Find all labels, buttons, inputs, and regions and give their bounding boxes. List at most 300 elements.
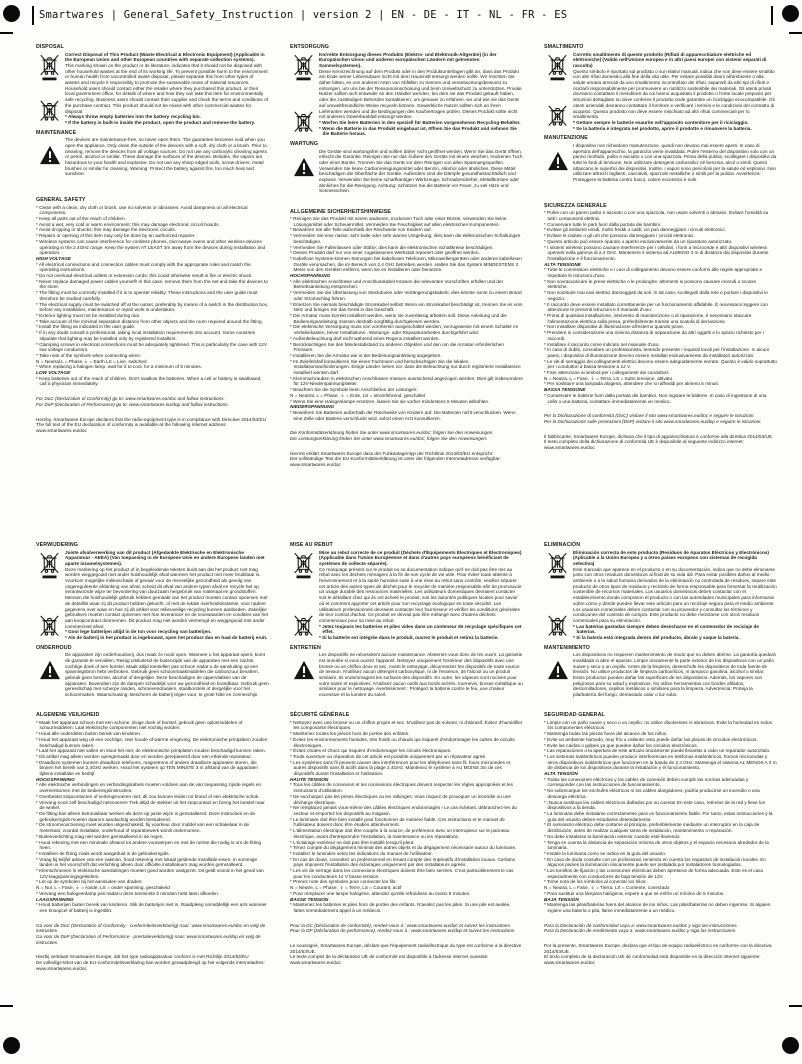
bullet-item: * Repairs or opening of this item may only be done by an authorized repairer. <box>36 233 196 239</box>
section-body <box>544 413 777 424</box>
paragraph: Die Leistungserklärung finden Sie unter www.smartwares.eu/doc; folgen Sie den Anweisungen. <box>290 436 488 442</box>
paragraph: LAAGSPANNING <box>36 896 74 902</box>
paragraph: Deze markering op het product of in begeleidende teksten duidt aan dat het product niet mag worden weggegooid met ander huishoudelijk afval wanneer het product niet meer bruikbaar is. Voorkom mogelijke milieuschade of gevaar voor de menselijke gezondheid als gevolg van ongereguleerde afdanking van afval, scheid dit afval van andere typen afval en recycle het op verantwoorde wijze ter bevordering van duurzaam hergebruik van materiaal en grondstoffen. Mensen die huishoudelijk gebruik hebben gemaakt van het product moeten contact opnemen met de detaillist waar zij dit product hebben gekocht, of met de lokale overheidsinstantie, voor nadere gegevens over waar en hoe zij dit artikel voor milieuveilige recycling kunnen aanbieden. Zakelijke gebruikers moeten contact opnemen met hun leverancier en de voorwaarden en condities van het aan koopcontract doornemen. Dit product mag niet worden vermengd en weggegooid met ander commercieel afval. <box>65 566 268 629</box>
document-columns <box>0 44 802 1044</box>
icon-gutter <box>37 653 62 705</box>
paragraph: For DoP (Declaration of Performance) go to: www.smartwares.eu/dop and follow instructions. <box>36 401 229 407</box>
column-1 <box>36 44 269 1034</box>
icon-gutter <box>545 144 570 196</box>
paragraph: HOCHSPANNUNG <box>290 273 331 279</box>
section-body <box>544 550 777 641</box>
paragraph: Per la Dichiarazione di conformità (DoC) visitare il sito www.smartwares.eu/doc e seguire le istruzioni. <box>544 413 755 419</box>
section-body <box>36 720 269 914</box>
section-continued <box>36 417 269 434</box>
bullet-item: * Wenn die Batterie in das Produkt eingebaut ist, öffnen Sie das Produkt und nehmen Sie die Batterie heraus. <box>319 125 517 137</box>
paragraph: Correct Disposal of This Product (Waste Electrical & Electronic Equipment) (Applicable in the European Union and other European countries with separate collection systems). <box>65 51 265 63</box>
paragraph: For DoC (Declaration of Conformity) go to: www.smartwares.eu/doc and follow instructions. <box>36 396 225 402</box>
section-body <box>290 149 523 205</box>
bullet-item: * Las baterías gastadas siempre deben desecharse en el contenedor de reciclaje de baterías. <box>573 623 760 635</box>
weee-bin-icon <box>39 98 60 123</box>
paragraph: Por la presente, Smartwares Europe, declara que el tipo de equipo radioeléctrico es conforme con la directiva 2014/53/UE. <box>544 943 772 954</box>
bullet-item: * Always throw empty batteries into the battery recycling bin. <box>65 114 201 120</box>
bullet-item: * Außenbeleuchtung darf nicht während eines Regens installiert werden. <box>290 335 440 341</box>
icon-gutter <box>37 551 62 638</box>
section-heading: ONDERHOUD <box>36 644 72 651</box>
section-heading: GENERAL SAFETY <box>36 197 86 204</box>
bullet-item: * Evite un ambiente húmedo, muy frío o caliente; esto puede dañar las placas de circuitos electrónicos. <box>544 736 758 742</box>
bullet-item: * Dit artikel mag alleen worden opengemaakt door en worden gerepareerd door een erkende reparateur. <box>36 753 253 759</box>
bullet-item: * Limpie con un paño suave y seco o un cepillo; no utilice disolventes ni abrasivos. Evite la humedad en todos los componentes eléctricos. <box>544 719 773 731</box>
paragraph: The devices are maintenance-free, so never open them. The guarantee becomes void when you open the appliance. Only clean the outside of the devices with a soft, dry cloth or a brush. Prior to cleaning, remove the devices from all voltage sources. Do not use any carboxylic cleaning agents or petrol, alcohol or similar. These damage the surfaces of the devices. Besides, the vapors are hazardous to your health and explosive. Do not use any sharp edged tools, screw drivers, metal brushes or similar for cleaning. Warning: Protect the battery against fire, too much heat and sunshine. <box>65 137 267 177</box>
section-allgemeine-sicherheitshinweise <box>290 209 523 422</box>
bullet-item: * Prendere in considerazione una minima distanza di separazione da altri oggetti e lo spazio richiesto per i raccordi. <box>544 330 764 341</box>
section-onderhoud <box>36 645 269 709</box>
bullet-item: * Mantenga las pilas/baterías fuera del alcance de los niños. Las pilas/baterías no deben ingerirse. Si alguien ingiere una batería o pila, llame inmediatamente a un médico. <box>544 902 771 913</box>
bullet-item: * La luminaria debe instalarse correctamente para un funcionamiento fiable. Por tanto, estas instrucciones y la guía del usuario deben estudiarse detenidamente. <box>544 811 773 822</box>
bullet-item: * Do not overload electrical outlets or extension cords; this could otherwise result in fire or electric shock. <box>36 273 253 279</box>
section-body <box>290 52 523 138</box>
paragraph: De apparaten zijn onderhoudsvrij, dus maak ze nooit open. Wanneer u het apparaat opent, komt de garantie te vervallen. Reinig uitsluitend de buitenzijde van de apparaten met een zachte, vochtige doek of een borstel. Maak altijd toestellen pas schoon nadat u de aansluiting op een spanningsbron hebt verbroken. Gebruik geen schoonmaakmiddelen die carbonzuur bevatten, gebruik geen benzine, alcohol of dergelijke. Deze beschadigen de oppervlakken van de apparaten. Bovendien zijn de dampen schadelijk voor uw gezondheid en brandbaar. Gebruik geen gereedschap met scherpe randen, schroevendraaiers, staalborstels of dergelijke voor het schoonmaken. Waarschuwing: Bescherm de batterij tegen vuur, te grote hitte en zonneschijn. <box>65 652 269 698</box>
bullet-item: * No debe instalarse la iluminación exterior cuando esté lloviendo. <box>544 833 681 839</box>
paragraph: Para la Declaración de rendimiento vaya a: www.smartwares.eu/doc y siga las instrucciones. <box>544 928 737 934</box>
paragraph: Der vollständige Text der EU-Konformitätserklärung ist unter der folgenden Internetadresse verfügbar: www.smartwares.eu/doc <box>290 456 501 468</box>
section-heading: ALGEMENE VEILIGHEID <box>36 712 100 719</box>
bullet-item: * Clean with a clean, dry cloth or brush, use no solvents or abrasives. Avoid dampness on all electrical components. <box>36 204 248 216</box>
bullet-item: * If in any doubt consult a professional, taking local installation requirements into account. Some countries stipulate that lighting may be installed only by registered installers. <box>36 330 256 341</box>
bullet-item: * Keep all parts out of the reach of children. <box>36 216 126 222</box>
bullet-item: * Vermeiden Sie eine nasse, sehr kalte oder sehr warme Umgebung; dies kann die elektronischen Schaltungen beschädigen. <box>290 233 521 244</box>
section-body <box>36 954 269 971</box>
crop-mark <box>771 6 773 25</box>
bullet-item: * Les systèmes sans fil peuvent causer des interférences pour les téléphones sans fil, fours microondes et autres dispositifs sans fil actifs dans la plage 2,4GHz. Maintenez le système à AU MOINS 3m de ces dispositifs durant l'installation et l'utilisation. <box>290 759 511 777</box>
section-heading: DISPOSAL <box>36 44 64 50</box>
bullet-item: * Conservare le batterie fuori dalla portata dei bambini. Non ingoiare le batterie. In caso di ingestione di una cella o una batteria, contattare immediatamente un medico. <box>544 392 767 404</box>
paragraph: N = Neutra, L = Fase, ⏚ = Tierra, LS = Corriente, conectado <box>544 885 670 891</box>
bullet-item: * When replacing a halogen lamp, wait for it to cool, for a minimum of 5 minutes. <box>36 364 202 370</box>
bullet-item: * Evite las caídas o golpes ya que pueden dañar los circuitos electrónicos. <box>544 742 698 748</box>
bullet-item: * Installieren Sie die Armatur wie in der Bedienungsanleitung angegeben. <box>290 352 442 358</box>
bullet-item: * El suministro eléctrico debe cortarse al principio, preferiblemente mediante un interruptor en la caja de distribución, antes de realizar cualquier tarea de instalación, mantenimiento o reparación. <box>544 822 760 834</box>
bullet-item: * Clamping screws in electrical connections must be adequately tightened. This is particularly the case with 12V low voltage conductors. <box>36 341 268 353</box>
section-heading: SMALTIMENTO <box>544 44 584 50</box>
paragraph: Die Konformitätserklärung finden Sie unter www.smartwares.eu/doc; folgen Sie den Anweisungen. <box>290 430 494 436</box>
bullet-item: * Ersetzen Sie niemals beschädigte Stromkabel selbst! Wenn ein Stromkabel beschädigt ist, trennen Sie es vom Netz und bringen Sie das Gerät in das Geschäft. <box>290 301 523 313</box>
bullet-item: * Prenez note des symboles pour connecter les fils: <box>290 879 397 885</box>
registration-mark-top-left <box>3 5 20 22</box>
language-block-fr <box>290 542 523 970</box>
paragraph: Diese Kennzeichnung auf dem Produkt oder in den Produktunterlagen gibt an, dass das Produkt am Ende seiner Lebensdauer nicht mit dem Hausmüll entsorgt werden sollte. Wir möchten Sie daher bitten, es von anderen Arten von Abfällen zu trennen und verantwortungsbewusst zu entsorgen, um uns bei der Ressourcenschonung und beim Umweltschutz zu unterstützen. Private Nutzer sollten sich entweder an den Händler wenden, bei dem sie das Produkt gekauft haben, oder die zuständigen Behörden kontaktieren, um genauer zu erfahren, wo und wie sie das Gerät auf umweltfreundliche Weise recyceln können. Gewerbliche Nutzer sollten sich an ihren Lieferanten wenden und die Bedingungen des Kaufvertrages prüfen. Dieses Produkt sollte nicht mit anderem Gewerbeabfall entsorgt werden. <box>319 68 522 120</box>
paragraph: Korrekte Entsorgung dieses Produkts (Elektro- und Elektronik-Altgeräte) (in der Europäischen Union und anderen europäischen Ländern mit getrennten Sammelsystemen). <box>319 51 497 68</box>
bullet-item: * Kabellose Systeme können Störungen bei kabellosen Telefonen, Mikrowellengeräten oder anderen kabellosen Geräte verursachen, die im Bereich von 2,4 GHz betrieben werden. Halten Sie das System MINDESTENS 3 Meter von den Geräten entfernt, wenn sie es installieren oder benutzen. <box>290 255 522 273</box>
warning-triangle-icon <box>39 145 61 165</box>
paragraph: BASSE TENSION <box>290 896 329 902</box>
column-2 <box>290 44 523 1034</box>
section-heading: MANTENIMIENTO <box>544 644 590 651</box>
bullet-item: * Maak het apparaat schoon met een schone, droge doek of borstel, gebruik geen oplosmiddelen of schuurmiddelen. Laat elektrische componenten niet vochtig worden. <box>36 719 243 731</box>
bullet-item: * Houd rekening met een minimale afstand tot andere voorwerpen en met de ruimte die nodig is om de fitting heen. <box>36 839 262 851</box>
section-continued <box>36 923 269 946</box>
paragraph: Questo simbolo è riportato sul prodotto o sui relativi manuali, indica che non deve essere smaltito con altri rifiuti domestici alla fine della vita utile. Per evitare possibili danni all'ambiente o alla salute umana arrecati da uno smaltimento incontrollato dei rifiuti, separarli da altri tipi di rifiuti e riciclarli responsabilmente per promuovere un riutilizzo sostenibile dei materiali. Gli utenti privati dovranno contattare il rivenditore da cui hanno acquistato il prodotto o l'ente locale preposto per istruzioni dettagliate su dove conferire il prodotto onde garantire un riciclaggio ecocompatibile. Gli utenti aziendali dovranno contattare il fornitore e verificare i termini e le condizioni del contratto di acquisto. Questo prodotto non deve essere mischiato ad altri rifiuti commerciali per lo smaltimento. <box>573 68 775 120</box>
bullet-item: * Nettoyez avec une brosse ou un chiffon propre et sec. N'utilisez pas de solvant, ni d'abrasif. Évitez d'humidifier les composants électriques. <box>290 719 523 731</box>
section-body <box>290 720 523 914</box>
bullet-item: * Vermeiden Sie Fallenlassen oder Stöße; dies kann die elektronischen Schaltkreise beschädigen. <box>290 244 494 250</box>
bullet-item: * Buitenverlichting mag niet worden geïnstalleerd in de regen. <box>36 833 164 839</box>
bullet-item: * En cas de doute, consultez un professionnel en tenant compte des impératifs d'installation locaux. Certains pays imposent l'installation des éclairages uniquement par des installateurs agréés. <box>290 856 515 868</box>
bullet-item: * Laat het apparaat niet vallen en stoot het niet; de elektronische printplaten zouden beschadigd kunnen raken. <box>36 748 266 754</box>
section-mantenimiento <box>544 645 777 709</box>
section-heading: VERWIJDERING <box>36 542 79 548</box>
section-body <box>36 396 269 407</box>
section-heading: SÉCURITÉ GÉNÉRALE <box>290 712 350 719</box>
crop-mark <box>32 6 34 25</box>
warning-triangle-icon <box>547 660 569 680</box>
paragraph: Mise au rebut correcte de ce produit (Déchets d'Équipements Électriques et Électroniques) (Applicable dans l'Union Européenne et dans d'autres pays européens bénéficiant de systèmes de collecte séparée). <box>319 549 522 566</box>
bullet-item: * Dieses Produkt darf nur von einer zugelassenen Werkstatt repariert oder geöffnet werden. <box>290 250 480 256</box>
weee-bin-icon <box>547 551 568 579</box>
bullet-item: * In caso di dubbi, consultare un professionista, tenendo presente i requisiti locali per l'installazione. In alcuni paesi, i dispositivi di illuminazione devono essere installati esclusivamente da installatori autorizzati. <box>544 347 769 358</box>
weee-bin-icon <box>39 53 60 81</box>
paragraph: Hiermit erklärt Smartwares Europe dass der Funkanlagentyp der Richtlinie 2014/53/EU entspricht. <box>290 450 494 456</box>
bullet-item: * Tutte le connessioni elettriche e i cavi di collegamento devono essere conformi alle regole appropriate e rispettare le istruzioni d'uso. <box>544 267 763 279</box>
bullet-item: * Toute ouverture ou réparation de cet article est possible uniquement par un réparateur agréé. <box>290 753 487 759</box>
section-heading: ELIMINACIÓN <box>544 542 581 548</box>
paragraph: N = Neutral L = Phase ⏚ = Earth LS = Live, switched <box>36 358 147 364</box>
bullet-item: * Vraag bij twijfel advies van een vakman, houd rekening met lokaal geldende installatie-eisen. In sommige landen is het voorschrift dat verlichting alleen door officiële installateurs mag worden geïnstalleerd. <box>36 856 258 868</box>
bullet-item: * Keep batteries out of the reach of children. Don't swallow the batteries. When a cell or battery is swallowed, call a physician immediately. <box>36 375 262 387</box>
paragraph: Juiste afvalverwerking van dit product (Afgedankte Elektrische en Elektronische Apparatuur - AEEA) (Van toepassing in de Europese Unie en andere Europese landen met aparte inzamelsystemen). <box>65 549 265 566</box>
bullet-item: * Fare attenzione ai simboli per i collegamenti dei conduttori: <box>544 370 670 376</box>
paragraph: Die Geräte sind wartungsfrei und sollten daher nicht geöffnet werden. Wenn Sie das Gerät öffnen, erlischt die Garantie. Reinigen Sie nur das Äußere des Geräts mit einem weichen, trockenen Tuch oder einer Bürste. Trennen Sie das Gerät vor dem Reinigen von allen Spannungsquellen. Verwenden Sie keine Carbonreinigungsmittel oder Benzin, Alkohol oder ähnliches. Diese Mittel beschädigen die Oberfläche der Geräte. Außerdem sind die Dämpfe gesundheitsschädlich und explosiv. Verwenden Sie keine scharfkantigen Werkzeuge, Schraubendreher, Metallbürsten oder ähnliches für die Reinigung. Achtung: Schützen Sie die Batterie vor Feuer, zu viel Hitze und Sonnenschein. <box>319 148 523 194</box>
paragraph: I dispositivi non richiedono manutenzione, quindi non devono mai essere aperti. In caso di apertura dell'apparecchio, la garanzia viene invalidata. Pulire l'esterno del dispositivo solo con un panno morbido, pulito e asciutto o con una spazzola. Prima della pulizia, scollegare i dispositivi da tutte le fonti di tensione. Non utilizzare detergenti carbossilici né benzina, alcol o simili. Questi attaccano le superfici dei dispositivi. Inoltre, i vapori sono pericolosi per la salute ed esplosivi. Non utilizzare attrezzi taglienti, cacciaviti, spazzole metalliche o simili per la pulizia. Avvertenza: Proteggere la batteria contro fuoco, calore eccessivo e sole. <box>573 142 777 183</box>
section-mise-au-rebut <box>290 542 523 641</box>
bullet-item: * De fitting kan alleen betrouwbaar werken als deze op juiste wijze is geïnstalleerd. Deze instructies en de gebruikersgids moeten daarom aandachtig worden bestudeerd. <box>36 811 256 822</box>
bullet-item: * Si la batterie est intégrée dans le produit, ouvrez le produit et retirez la batterie. <box>319 635 499 641</box>
bullet-item: * Instale la luminaria como se indica en la guía del usuario. <box>544 850 667 856</box>
bullet-item: * The electrical supply must be switched off at the outset, preferably by means of a switch in the distribution box, before any installation, maintenance or repair work is undertaken. <box>36 301 269 313</box>
section-continued <box>290 451 523 468</box>
bullet-item: * Se la batteria è integrata nel prodotto, aprire il prodotto e rimuovere la batteria. <box>573 125 752 131</box>
registration-mark-top-right <box>782 5 799 22</box>
crop-mark <box>789 32 802 34</box>
bullet-item: * If the battery is built-in inside the product, open the product and remove the battery. <box>65 119 256 125</box>
bullet-item: * Gettare sempre le batterie esaurite nell'apposito contenitore per il riciclaggio. <box>573 119 749 125</box>
paragraph: Ce marquage présent sur le produit ou sa documentation indique qu'il ne doit pas être mis au rebut avec les déchets ménagers à la fin de son cycle de vie utile. Pour éviter toute atteinte à l'environnement et à la santé humaine suite à une mise au rebut sans contrôle, veuillez séparer cet article des autres types de déchet pour le recycler de manière responsable afin de promouvoir un usage durable des ressources matérielles. Les utilisateurs domestiques devraient contacter soit le détaillant chez qui ils ont acheté le produit, soit les autorités publiques locales pour savoir où et comment apporter cet article pour son recyclage écologique en toute sécurité. Les utilisateurs professionnels devraient contacter leur fournisseur et vérifier les conditions générales de leur contrat d'achat. Ce produit ne devrait pas être mélangé avec d'autres déchets commerciaux pour sa mise au rebut. <box>319 566 522 623</box>
paragraph: Corretto smaltimento di questo prodotto (Rifiuti di apparecchiature elettriche ed elettroniche) (Valido nell'Unione europea e in altri paesi europei con sistemi separati di raccolta) <box>573 51 767 68</box>
bullet-item: * Let op de symbolen bij het aansluiten van draden: <box>36 879 143 885</box>
bullet-item: * Vervang een halogeenlamp pas nadat u deze tenminste 5 minuten hebt laten afkoelen. <box>36 890 220 896</box>
weee-bin-icon <box>39 551 60 579</box>
paragraph: LOW VOLTAGE <box>36 370 71 376</box>
bullet-item: * Reinigen Sie das Produkt mit einem sauberen, trockenen Tuch oder einer Bürste, verwenden Sie keine Lösungsmittel oder Scheuermittel. Vermeiden Sie Feuchtigkeit auf allen elektrischen Komponenten. <box>290 216 507 227</box>
section-continued <box>544 413 777 424</box>
bullet-item: * Take note of the symbols when connecting wires: <box>36 352 141 358</box>
section-body <box>544 434 777 451</box>
language-block-de <box>290 44 523 472</box>
section-heading: SICUREZZA GENERALE <box>544 202 607 209</box>
paragraph: N = Neutre, L = Phase, ⏚ = Terre, LS = Courant, actif <box>290 885 402 891</box>
bullet-item: * L'éclairage extérieur ne doit pas être installé lorsqu'il pleut. <box>290 839 415 845</box>
bullet-item: * Non installare dispositivi di illuminazione all'esterno quando piove. <box>544 324 685 330</box>
language-block-en <box>36 44 269 438</box>
bullet-item: * Never replace damaged power cables yourself! In this case, remove them from the net and take the devices to the store. <box>36 278 268 290</box>
paragraph: ALTA TENSIONE <box>544 261 581 267</box>
section-continued <box>290 943 523 966</box>
bullet-item: * Installare il raccordo come indicato nel manuale d'uso. <box>544 341 660 347</box>
warning-triangle-icon <box>293 660 315 680</box>
section-continued <box>544 923 777 934</box>
bullet-item: * Wenn Sie eine Halogenlampe ersetzen, lassen Sie sie vorher mindestens 5 Minuten abkühlen. <box>290 398 490 404</box>
paragraph: N = Nul, L = Fase, ⏚ = Aarde, LS = onder spanning, geschakeld <box>36 885 170 891</box>
paragraph: Hereby, Smartwares Europe declares that the radio-equipment type is in compliance with Directive 2014/53/EU <box>36 416 266 422</box>
section-heading: MANUTENZIONE <box>544 135 588 142</box>
bullet-item: * Vermeiden Sie die Überlastung von Steckdosen oder Verlängerungskabeln; dies könnte sonst zu einem Brand oder Stromschlag führen. <box>290 290 522 301</box>
section-body <box>290 923 523 934</box>
bullet-item: * Pour remplacer une lampe halogène, attendez qu'elle refroidisse au moins 5 minutes. <box>290 890 471 896</box>
warning-triangle-icon <box>39 660 61 680</box>
bullet-item: * Overbelast stopcontacten of verlengsnoeren niet; dit zou kunnen leiden tot brand of een elektrische schok. <box>36 793 260 799</box>
bullet-item: * Avoid a wet, very cold or warm environment; this may damage electronic circuit boards. <box>36 221 220 227</box>
section-continued <box>36 954 269 971</box>
icon-gutter <box>291 53 316 135</box>
bullet-item: * Tous les câbles de connexion et les connexions électriques doivent respecter les règles appropriées et les instructions d'utilisation. <box>290 782 513 794</box>
bullet-item: * Evitare le cadute o gli urti che possono danneggiare i circuiti elettronici. <box>544 233 695 239</box>
warning-triangle-icon <box>293 157 315 177</box>
section-body <box>544 720 777 914</box>
bullet-item: * Berücksichtigen Sie den Mindestabstand zu anderen Objekten und den um die Armatur erforderlichen Freiraum. <box>290 341 504 353</box>
paragraph: Il fabbricante, Smartwares Europe, dichiara che il tipo di apparecchiatura è conforme alla direttiva 2014/53/UE. <box>544 433 774 439</box>
section-sicurezza-generale <box>544 203 777 404</box>
paragraph: Per la Dichiarazione sulle prestazioni (DoP) visitare il sito www.smartwares.eu/dop e seguire le istruzioni. <box>544 418 762 424</box>
icon-gutter <box>545 551 570 638</box>
bullet-item: * Alle elektrische verbindingen en verbindingskabels moeten voldoen aan de van toepassing zijnde regels en overeenkomen met de bedieningsinstructies. <box>36 782 262 794</box>
section-smaltimento <box>544 44 777 131</box>
bullet-item: * Questo articolo può essere riparato o aperto esclusivamente da un riparatore autorizzato. <box>544 238 733 244</box>
paragraph: Le texte complet de la déclaration UE de conformité est disponible à l'adresse internet suivante: www.smartwares.eu/doc <box>290 954 489 966</box>
bullet-item: * Si la batería está integrada dentro del producto, ábralo y saque la batería. <box>573 635 740 641</box>
bullet-item: * Ne remplacez jamais vous-même des câbles électriques endommagés ! Le cas échéant, débranchez-les du secteur et emportez les dispositifs au magasin. <box>290 805 517 816</box>
column-3 <box>544 44 777 1034</box>
paragraph: Le soussigné, Smartwares Europe, déclare que l'équipement radioélectrique du type est conforme à la directive 2014/53/UE. <box>290 943 522 954</box>
bullet-item: * Bewahren Sie alle Teile außerhalb der Reichweite von Kindern auf. <box>290 227 432 233</box>
weee-bin-icon <box>547 53 568 81</box>
bullet-item: * En caso de duda consulte con un profesional, teniendo en cuenta los requisitos de instalación locales. En algunos países la iluminación únicamente puede ser instalada por instaladores homologados. <box>544 856 767 868</box>
bullet-item: * The fitting must be correctly installed if it is to operate reliably. These instructions and the user guide must therefore be studied carefully. <box>36 290 258 301</box>
icon-gutter <box>291 551 316 638</box>
paragraph: HIGH VOLTAGE <box>36 255 71 261</box>
icon-gutter <box>37 53 62 123</box>
section-body <box>290 943 523 966</box>
section-body <box>36 550 269 641</box>
paragraph: Ga voor de DoP (Declaration of Performance - prestatieverklaring) naar: www.smartwares.eu/dop en volg de instructies. <box>36 934 261 945</box>
bullet-item: * Avoid dropping or shocks; this may damage the electronic circuits. <box>36 227 177 233</box>
bullet-item: * Exterior lighting must not be installed during rain. <box>36 313 141 318</box>
language-block-es <box>544 542 777 970</box>
section-verwijdering <box>36 542 269 641</box>
bullet-item: * Draadloze systemen kunnen draadloze telefoons, magnetrons of andere draadloze apparaten storen, die binnen het bereik van 2,4GHz werken. Houd het systeem op TEN MINSTE 3 m afstand van de apparaten tijdens installatie en bedrijf. <box>36 759 259 777</box>
bullet-item: * Le viti di serraggio dei collegamenti elettrici devono essere adeguatamente serrate. Questo è valido soprattutto per i conduttori a bassa tensione a 12 V. <box>544 358 777 370</box>
paragraph: Pour la DC (Déclaration de conformité), rendez-vous à : www.smartwares.eu/doc et suivez les instructions. <box>290 922 512 928</box>
bullet-item: * Evitare gli ambienti umidi, molto freddi o caldi; ciò può danneggiare i circuiti elettronici. <box>544 227 726 233</box>
section-continued <box>290 430 523 441</box>
paragraph: BASSA TENSIONE <box>544 387 586 393</box>
bullet-item: * Werfen Sie leere Batterien in den speziell für Batterien vorgesehenen Recycling-Behälter. <box>319 119 521 125</box>
bullet-item: * Install the fitting as indicated in the user guide. <box>36 324 136 330</box>
section-algemene-veiligheid <box>36 712 269 913</box>
icon-gutter <box>291 653 316 705</box>
bullet-item: * All electrical connections and connection cables must comply with the appropriate rules and match the operating instructions. <box>36 261 251 273</box>
bullet-item: * Los tornillos de fijación y las conexiones eléctricas deben apretarse de forma adecuada. Este es el caso especialmente con conductores de baja tensión de 12V. <box>544 868 764 879</box>
bullet-item: * Alle elektrischen Anschlüsse und Anschlusskabel müssen die relevanten Vorschriften erfüllen und der Betriebsanleitung entsprechen. <box>290 278 504 290</box>
weee-bin-icon <box>293 613 314 638</box>
bullet-item: * Installez le luminaire selon les indications du manuel de l'utilisateur. <box>290 850 433 856</box>
page-title: Smartwares | General_Safety_Instruction | version 2 | EN - DE - IT - NL - FR - ES <box>39 9 568 21</box>
section-body <box>36 652 269 708</box>
bullet-item: * Non sovraccaricare le prese elettriche o le prolunghe, altrimenti si possono causare incendi o scosse elettriche. <box>544 278 757 290</box>
paragraph: Eliminación correcta de este producto (Residuos de Aparatos Eléctricos y Electrónicos) (Aplicable a la Unión Europea y a otros países europeos con sistemas de recogida selectiva) <box>573 549 769 566</box>
section-body <box>544 652 777 708</box>
section-entsorgung <box>290 44 523 137</box>
bullet-item: * Per sostituire una lampada alogena, attendere che si raffreddi per almeno 5 minuti. <box>544 381 720 387</box>
bullet-item: * Die Armatur muss korrekt installiert werden, wenn sie zuverlässig arbeiten soll. Diese Anleitung und die Bedienungsanleitung müssen deshalb sorgfältig durchgelesen werden. <box>290 313 507 324</box>
section-body <box>544 923 777 934</box>
section-body <box>544 943 777 966</box>
section-heading: WARTUNG <box>290 141 319 148</box>
section-continued <box>544 434 777 451</box>
bullet-item: * Die elektrische Versorgung muss von vornherein ausgeschaltet werden, vorzugsweise mit einem Schalter im Verteilerkasten, bevor Installations-, Wartungs- oder Reparaturarbeiten durchgeführt wird. <box>290 324 519 336</box>
language-block-nl <box>36 542 269 976</box>
weee-bin-icon <box>293 109 314 134</box>
bullet-item: * Évitez chutes et chocs qui risquent d'endommager les circuits électroniques. <box>290 748 452 754</box>
paragraph: Pour la DP (Déclaration de performance), rendez-vous à : www.smartwares.eu/dop et suivez les instructions. <box>290 928 516 934</box>
bullet-item: * ¡Nunca sustituya los cables eléctricos dañados por su cuenta! En este caso, retírelos de la red y lleve los dispositivos a la tienda. <box>544 799 765 811</box>
section-manutenzione <box>544 135 777 199</box>
weee-bin-icon <box>293 551 314 579</box>
paragraph: Ga voor de DoC (Declaration of Conformity - conformiteitsverklaring) naar: www.smartwares.eu/doc en volg de instructies. <box>36 922 266 934</box>
section-heading: MAINTENANCE <box>36 129 77 136</box>
bullet-item: * Houd het apparaat weg uit een vochtige, zeer koude of warme omgeving; De elektronische printplaten zouden beschadigd kunnen raken. <box>36 736 268 748</box>
bullet-item: * Los sistemas inalámbricos pueden producir interferencias en teléfonos inalámbricos, hornos microondas y otros dispositivos inalámbricos que funcionen en la banda de 2,4 GHz. Mantenga el sistema AL MENOS A 3 m de distancia de los dispositivos durante la instalación y el funcionamiento. <box>544 753 777 771</box>
weee-bin-icon <box>547 103 568 128</box>
crop-mark <box>0 32 13 34</box>
section-body <box>544 210 777 404</box>
bullet-item: * Conservare tutte le parti fuori dalla portata dei bambini. <box>544 221 662 227</box>
bullet-item: * Il raccordo deve essere installato correttamente per un funzionamento affidabile. È necessario leggere con attenzione le presenti istruzioni e il manuale d'uso. <box>544 301 769 313</box>
bullet-item: * Jetez toujours les batteries et piles vides dans un conteneur de recyclage spécifiques cet effet. <box>319 623 522 635</box>
paragraph: HAUTE TENSION <box>290 776 329 782</box>
paragraph: Este marcado que aparece en el producto o en su documentación, indica que no debe eliminarse junto con otros residuos domésticos al final de su vida útil. Para evitar posibles daños al medio ambiente o a la salud humana derivados de la eliminación no controlada de residuos, separe este producto de otros tipos de residuos y recíclelo de forma responsable para fomentar la reutilización sostenible de recursos materiales. Los usuarios domésticos deben contactar con el establecimiento donde compraron el producto o con las autoridades municipales para informarse sobre cómo y dónde pueden llevar este artículo para un reciclaje seguro para el medio ambiente. Los usuarios comerciales deben contactar con su proveedor y consultar los términos y condiciones del contrato de compra. Este producto no debe mezclarse con otros residuos comerciales para su eliminación. <box>573 566 777 623</box>
paragraph: Para la Declaración de conformidad vaya a: www.smartwares.eu/doc y siga las instrucciones. <box>544 922 738 928</box>
section-heading: MISE AU REBUT <box>290 542 333 548</box>
bullet-item: * Bewahren Sie Batterien außerhalb der Reichweite von Kindern auf. Die Batterien nicht verschlucken. Wenn eine Zelle oder Batterie verschluckt wird, sofort einen Arzt konsultieren. <box>290 409 516 421</box>
bullet-item: * Non sostituire mai cavi elettrici danneggiati da soli. In tal caso, scollegarli dalla rete e portare i dispositivi in negozio. <box>544 290 768 301</box>
section-heading: ALLGEMEINE SICHERHEITSHINWEISE <box>290 208 391 215</box>
bullet-item: * Take account of the minimal separation distance from other objects and the room required around the fitting. <box>36 318 263 324</box>
bullet-item: * Todas las conexiones eléctricas y los cables de conexión deben cumplir las normas adecuadas y corresponder con las instrucciones de funcionamiento. <box>544 776 749 788</box>
paragraph: Les dispositifs ne nécessitent aucune maintenance. Abstenez-vous donc de les ouvrir. La garantie est annulée si vous ouvrez l'appareil. Nettoyez uniquement l'extérieur des dispositifs avec une brosse ou un chiffon doux et sec. Avant le nettoyage, déconnectez les dispositifs de toute source de tension. N'utilisez aucun détergent carboxylique, ni de l'essence, de l'alcool ou un produit similaire. Ils endommagent les surfaces des dispositifs. En outre, les vapeurs sont nocives pour votre santé et explosives. N'utilisez aucun outils aux bords acérés, tournevis, brosse métallique ou similaire pour le nettoyage. Avertissement : Protégez la batterie contre le feu, une chaleur excessive et la lumière du soleil. <box>319 652 523 698</box>
warning-triangle-icon <box>547 151 569 171</box>
section-maintenance <box>36 130 269 194</box>
section-heading: SEGURIDAD GENERAL <box>544 712 605 719</box>
language-block-it <box>544 44 777 455</box>
section-body <box>290 451 523 468</box>
bullet-item: * Le luminaire doit être bien installé pour fonctionner de manière fiable. Ces instructions et le manuel de l'utilisateur doivent donc être étudiés attentivement. <box>290 816 505 828</box>
bullet-item: * Installeer de fitting zoals wordt aangeduid in de gebruikersgids. <box>36 850 170 856</box>
bullet-item: * Wireless systems can cause interference for cordless phones, microwave ovens and other wireless devices operating in the 2.4GHz range. Keep the system AT LEAST 3m away from the devices during installation and operation. <box>36 238 266 256</box>
bullet-item: * Las reparaciones o la apertura de este artículo únicamente puede llevarlas a cabo un reparador autorizado. <box>544 748 771 754</box>
bullet-item: * Beachten Sie die Symbole beim Anschließen der Leitungen: <box>290 387 418 393</box>
bullet-item: * Maintenez les batteries et piles hors de portée des enfants. N'avalez pas les piles. Si une pile est avalée, faites immédiatement appel à un médecin. <box>290 902 511 913</box>
bullet-item: * Klemmschrauben in elektrischen Anschlüssen müssen ausreichend angezogen werden. Dies gilt insbesondere für 12V-Niederspannungsleiter. <box>290 375 523 387</box>
bullet-item: * Houd batterijen buiten bereik van kinderen. Slik de batterijen niet in. Raadpleeg onmiddellijk een arts wanneer een knoopcel of batterij is ingeslikt. <box>36 902 267 913</box>
section-body <box>36 137 269 193</box>
bullet-item: * Prima di qualsiasi installazione, intervento di manutenzione o di riparazione, è necessario staccare l'alimentazione elettrica sulla presa, preferibilmente tramite una scatola di derivazione. <box>544 313 752 324</box>
section-body <box>544 52 777 132</box>
section-body <box>290 550 523 641</box>
paragraph: ALTA TENSIÓN <box>544 771 578 777</box>
bullet-item: * Évitez les environnements humides, très froids ou chauds qui risquent d'endommager les cartes de circuits électroniques. <box>290 736 515 748</box>
section-s-curit-g-n-rale <box>290 712 523 913</box>
bullet-item: * No sobrecargue los enchufes eléctricos ni los cables alargadores; podría producirse un incendio o una descarga eléctrica. <box>544 788 760 799</box>
paragraph: De volledige tekst van de EU-conformiteitsverklaring kan worden geraadpleegd op het volgende internetadres: www.smartwares.eu/doc <box>36 960 265 971</box>
paragraph: Il testo completo della dichiarazione di conformità UE è disponibile al seguente indirizzo internet: www.smartwares.eu/doc <box>544 439 744 451</box>
section-body <box>290 430 523 441</box>
icon-gutter <box>545 653 570 705</box>
bullet-item: * Houd alle onderdelen buiten bereik van kinderen. <box>36 731 142 737</box>
section-body <box>36 417 269 434</box>
bullet-item: * Tenga en cuenta la distancia de separación mínima de otros objetos y el espacio necesario alrededor de la luminaria. <box>544 839 769 851</box>
icon-gutter <box>37 138 62 190</box>
bullet-item: * Para sustituir una lámpara halógena, espere a que se enfríe un mínimo de 5 minutos. <box>544 890 725 896</box>
section-continued <box>290 923 523 934</box>
paragraph: N = Neutral, L = Phase, ⏚ = Erde, LS = stromführend, geschaltet <box>290 392 426 398</box>
icon-gutter <box>545 53 570 129</box>
icon-gutter <box>291 150 316 202</box>
bullet-item: * Les vis de serrage dans les connexions électriques doivent être bien serrées. C'est particulièrement le cas pour les conducteurs 12 V basse tension. <box>290 868 514 879</box>
bullet-item: * Gooi lege batterijen altijd in de ton voor recycling van batterijen. <box>65 629 212 635</box>
section-seguridad-general <box>544 712 777 913</box>
section-body <box>290 216 523 421</box>
bullet-item: * De stroomvoorziening moet worden uitgeschakeld, bij voorkeur door middel van een schakelaar in de meterkast, voordat installatie, onderhoud of reparatiewerk wordt ondernomen. <box>36 822 250 834</box>
section-continued <box>544 943 777 966</box>
bullet-item: * Vervang nooit zelf beschadigd netsnoeren! Trek altijd de stekker uit het stopcontact en breng het toestel naar de winkel. <box>36 799 265 811</box>
section-heading: ENTSORGUNG <box>290 44 329 50</box>
paragraph: This marking shown on the product or its literature, indicates that it should not be disposed with other household wastes at the end of its working life. To prevent possible harm to the environment or human health from uncontrolled waste disposal, please separate this from other types of wastes and recycle it responsibly to promote the sustainable reuse of material resources. Household users should contact either the retailer where they purchased this product, or their local government office, for details of where and how they can take this item for environmentally safe recycling. Business users should contact their supplier and check the terms and conditions of the purchase contract. This product should not be mixed with other commercial wastes for disposal. <box>65 62 268 114</box>
weee-bin-icon <box>547 613 568 638</box>
paragraph: Los dispositivos no requieren mantenimiento de modo que no deben abrirse. La garantía quedará invalidada si abre el aparato. Limpie únicamente la parte exterior de los dispositivos con un paño suave y seco o un cepillo. Antes de la limpieza, desenchufe los dispositivos de toda fuente de tensión. No utilice productos de limpieza carboxílicos, ni tampoco gasolina, alcohol o similar. Estos productos pueden dañar las superficies de los dispositivos. Además, los vapores son peligrosos para su salud y explosivos. No utilice herramientas con bordes afilados, destornilladores, cepillos metálicos o similares para la limpieza. Advertencia: Proteja la pila/batería del fuego, demasiado calor o luz solar. <box>573 652 776 698</box>
bullet-item: * Im Zweifelsfall konsultieren Sie einen Fachmann und berücksichtigen Sie die lokalen Installationsanforderungen. Einige Länder sehen vor, dass die Beleuchtung nur durch registrierte Installateure installiert werden darf. <box>290 358 521 376</box>
bullet-item: * Als de batterij in het product is ingebouwd, open het product dan en haal de batterij eruit. <box>65 635 268 641</box>
bullet-item: * Pulire con un panno pulito e asciutto o con una spazzola, non usare solventi o abrasivi. Evitare l'umidità su tutti i componenti elettrici. <box>544 210 769 222</box>
section-heading: ENTRETIEN <box>290 644 321 651</box>
section-wartung <box>290 141 523 205</box>
section-entretien <box>290 645 523 709</box>
weee-bin-icon <box>39 613 60 638</box>
bullet-item: * L'alimentation électrique doit être coupée à la source, de préférence avec un interrupteur sur le panneau électrique, avant d'entreprendre l'installation, la maintenance ou les réparations. <box>290 828 510 839</box>
bullet-item: * Klemschroeven in elektrische aansluitingen moeten goed worden vastgezet. Dit geldt vooral in het geval van 12V-laagspanningsgeleiders. <box>36 868 264 879</box>
bullet-item: * Tenez compte du dégagement minimal des autres objets et du dégagement nécessaire autour du luminaire. <box>290 845 517 851</box>
bullet-item: * Ne surchargez pas les prises électriques ou les rallonges. Vous risquez de provoquer un incendie ou une décharge électrique. <box>290 793 511 805</box>
section-body <box>36 205 269 388</box>
paragraph: NIEDERSPANNUNG <box>290 404 335 410</box>
bullet-item: * Maintenez toutes les pièces hors de portée des enfants. <box>290 731 410 737</box>
bullet-item: * Mantenga todas las piezas fuera del alcance de los niños. <box>544 731 668 737</box>
section-eliminaci-n <box>544 542 777 641</box>
paragraph: HOOGSPANNING <box>36 776 75 782</box>
bullet-item: * Tome nota de los símbolos al conectar los hilos: <box>544 879 647 885</box>
paragraph: The full text of the EU declaration of conformity is available at the following internet address: www.smartwares.eu/doc <box>36 422 227 433</box>
paragraph: BAJA TENSIÓN <box>544 896 579 902</box>
section-general-safety <box>36 197 269 387</box>
